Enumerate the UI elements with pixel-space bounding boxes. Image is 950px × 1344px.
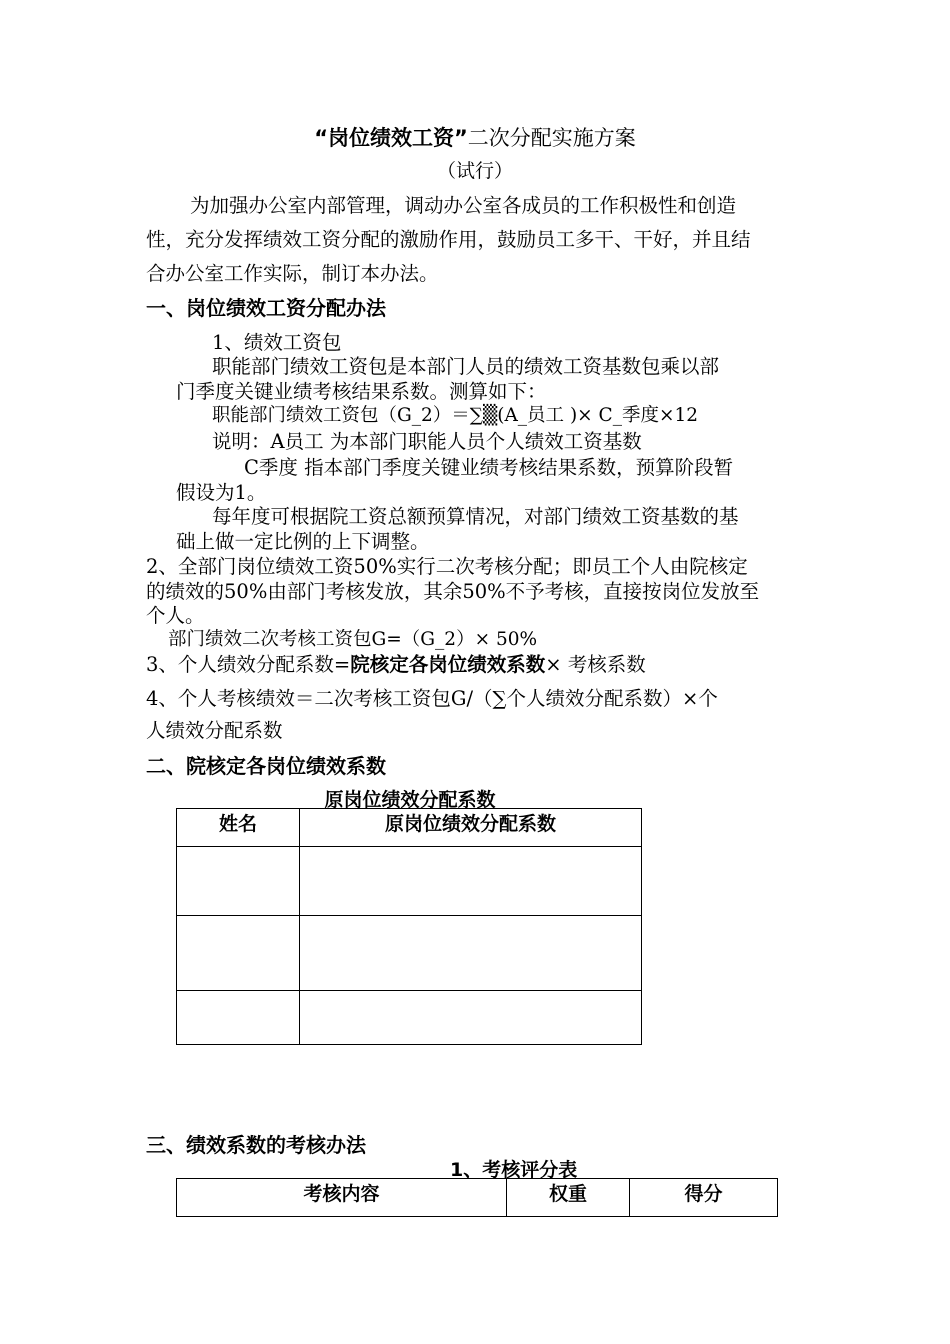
table-cell	[177, 991, 300, 1045]
table-cell	[300, 991, 642, 1045]
section2-heading: 二、院核定各岗位绩效系数	[146, 754, 386, 778]
coefficient-table	[176, 808, 642, 1045]
table-cell	[177, 916, 300, 991]
section3-heading: 三、绩效系数的考核办法	[146, 1133, 366, 1157]
item2-line: 2、全部门岗位绩效工资50%实行二次考核分配；即员工个人由院核定	[146, 555, 748, 578]
item1-line: 职能部门绩效工资包是本部门人员的绩效工资基数包乘以部	[212, 355, 720, 378]
table-row	[177, 916, 642, 991]
column-header-name: 姓名	[177, 809, 300, 847]
table-row	[177, 847, 642, 916]
item3-bold: 院核定各岗位绩效系数	[350, 653, 546, 676]
document-title	[0, 122, 950, 152]
item1-line: 门季度关键业绩考核结果系数。测算如下：	[176, 380, 547, 403]
formula-g: 部门绩效二次考核工资包G=（G_2）× 50%	[168, 629, 538, 650]
item2-line: 的绩效的50%由部门考核发放，其余50%不予考核，直接按岗位发放至	[146, 580, 760, 603]
item3-post: × 考核系数	[545, 653, 646, 676]
column-header-score: 得分	[630, 1179, 778, 1217]
table1-caption: 原岗位绩效分配系数	[324, 789, 496, 811]
column-header-weight: 权重	[507, 1179, 630, 1217]
title-rest-part: 二次分配实施方案	[467, 126, 636, 150]
table-header-row	[177, 809, 642, 847]
table-cell	[177, 847, 300, 916]
item1-line: 每年度可根据院工资总额预算情况，对部门绩效工资基数的基	[212, 505, 739, 528]
item4-line: 4、个人考核绩效＝二次考核工资包G/（∑个人绩效分配系数）×个	[146, 687, 718, 710]
table-row	[177, 991, 642, 1045]
table-cell	[300, 916, 642, 991]
item1-title: 1、绩效工资包	[212, 331, 342, 354]
column-header-coefficient: 原岗位绩效分配系数	[300, 809, 642, 847]
column-header-content: 考核内容	[177, 1179, 507, 1217]
formula-g2: 职能部门绩效工资包（G_2）＝∑▒(A_员工 )× C_季度×12	[212, 405, 698, 426]
item1-line: 础上做一定比例的上下调整。	[176, 530, 430, 553]
scoring-table	[176, 1178, 778, 1217]
section1-heading: 一、岗位绩效工资分配办法	[146, 296, 386, 320]
table-header-row	[177, 1179, 778, 1217]
document-subtitle: （试行）	[436, 160, 513, 182]
item2-line: 个人。	[146, 604, 205, 627]
intro-line: 为加强办公室内部管理，调动办公室各成员的工作积极性和创造	[190, 194, 737, 217]
table-cell	[300, 847, 642, 916]
intro-line: 合办公室工作实际，制订本办法。	[146, 262, 439, 285]
title-bold-part: “岗位绩效工资”	[314, 126, 468, 150]
intro-line: 性，充分发挥绩效工资分配的激励作用，鼓励员工多干、干好，并且结	[146, 228, 751, 251]
item1-line: 假设为1。	[176, 481, 267, 504]
item3-line	[146, 649, 646, 677]
item1-line: 说明：A员工 为本部门职能人员个人绩效工资基数	[212, 430, 642, 453]
item1-line: C季度 指本部门季度关键业绩考核结果系数，预算阶段暂	[244, 456, 734, 479]
item4-line: 人绩效分配系数	[146, 719, 283, 742]
item3-pre: 3、个人绩效分配系数=	[146, 653, 351, 676]
table2-caption: 1、考核评分表	[450, 1159, 578, 1181]
